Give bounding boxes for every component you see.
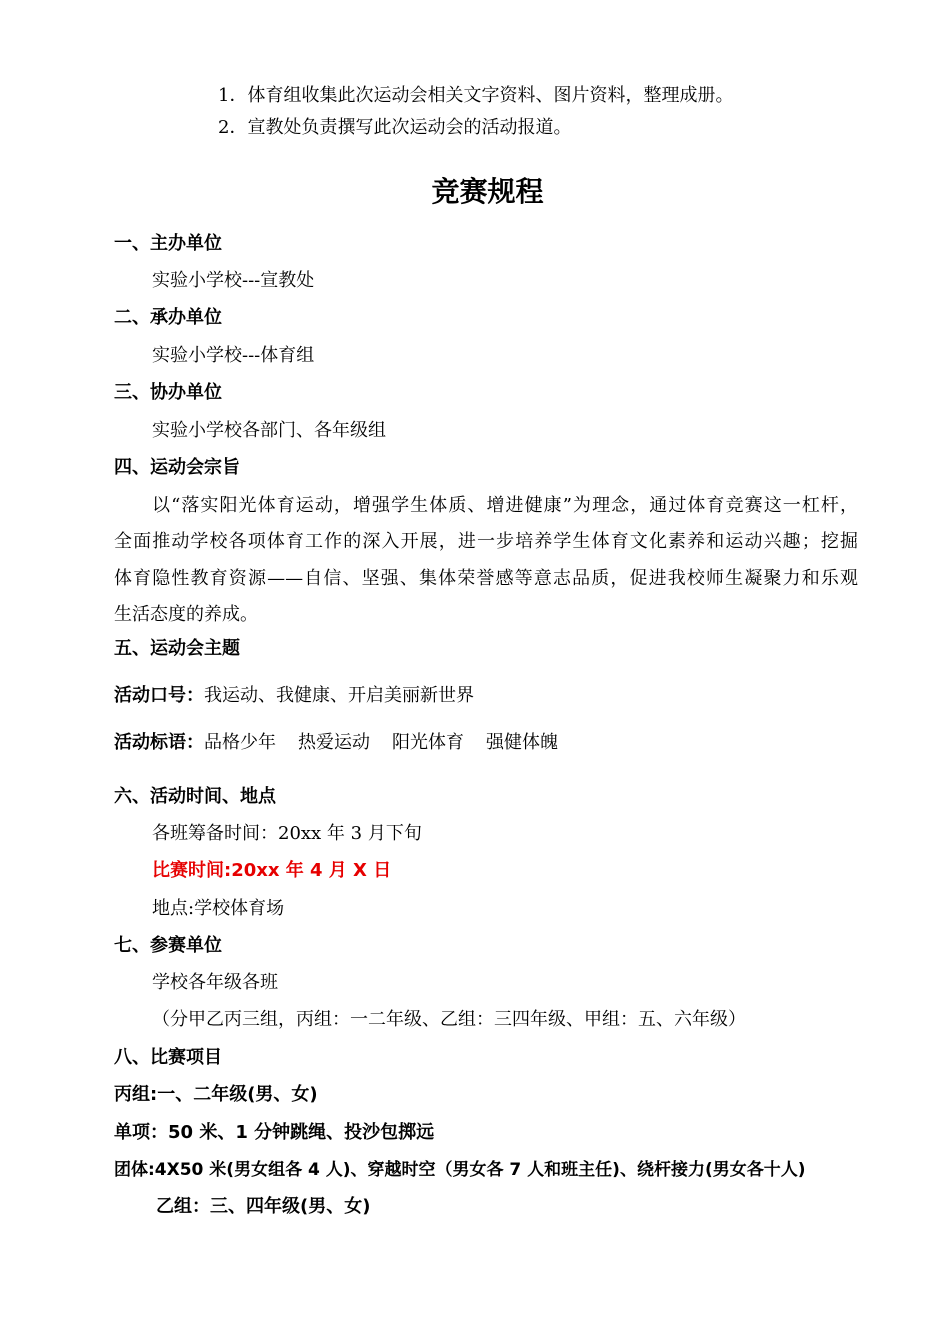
section-4-line-2: 全面推动学校各项体育工作的深入开展，进一步培养学生体育文化素养和运动兴趣；挖掘 xyxy=(114,531,858,552)
match-time: 比赛时间:20xx 年 4 月 X 日 xyxy=(152,860,392,881)
banner-item-1: 品格少年 xyxy=(204,732,276,753)
banner-item-3: 阳光体育 xyxy=(392,732,464,753)
section-8-heading: 八、比赛项目 xyxy=(114,1047,222,1068)
section-3-body: 实验小学校各部门、各年级组 xyxy=(152,420,386,441)
section-1-body: 实验小学校---宣教处 xyxy=(152,270,315,291)
team-events: 团体:4X50 米(男女组各 4 人)、穿越时空（男女各 7 人和班主任)、绕杆接力(男女各十人) xyxy=(114,1160,806,1180)
section-3-heading: 三、协办单位 xyxy=(114,382,222,403)
section-7-heading: 七、参赛单位 xyxy=(114,935,222,956)
section-2-body: 实验小学校---体育组 xyxy=(152,345,315,366)
group-b-heading: 乙组：三、四年级(男、女) xyxy=(156,1196,371,1217)
section-4-heading: 四、运动会宗旨 xyxy=(114,457,240,478)
section-7-note: （分甲乙丙三组，丙组：一二年级、乙组：三四年级、甲组：五、六年级） xyxy=(152,1009,746,1030)
banner-item-2: 热爱运动 xyxy=(298,732,370,753)
slogan-text: 我运动、我健康、开启美丽新世界 xyxy=(204,685,474,706)
section-1-heading: 一、主办单位 xyxy=(114,233,222,254)
slogan-row xyxy=(114,684,474,708)
section-6-heading: 六、活动时间、地点 xyxy=(114,786,276,807)
banner-item-4: 强健体魄 xyxy=(486,732,558,753)
banner-label: 活动标语： xyxy=(114,732,204,753)
venue: 地点:学校体育场 xyxy=(152,898,285,919)
single-events: 单项：50 米、1 分钟跳绳、投沙包掷远 xyxy=(114,1122,435,1143)
page-title: 竞赛规程 xyxy=(431,175,544,208)
intro-item-2: 2．宣教处负责撰写此次运动会的活动报道。 xyxy=(218,117,572,138)
section-2-heading: 二、承办单位 xyxy=(114,307,222,328)
section-4-line-3: 体育隐性教育资源——自信、坚强、集体荣誉感等意志品质，促进我校师生凝聚力和乐观 xyxy=(114,568,858,589)
section-7-body: 学校各年级各班 xyxy=(152,972,278,993)
intro-item-1: 1．体育组收集此次运动会相关文字资料、图片资料，整理成册。 xyxy=(218,85,734,106)
section-4-line-1: 以“落实阳光体育运动，增强学生体质、增进健康”为理念，通过体育竞赛这一杠杆， xyxy=(152,495,858,516)
group-c-heading: 丙组:一、二年级(男、女) xyxy=(114,1084,318,1105)
banner-row xyxy=(114,731,558,755)
section-5-heading: 五、运动会主题 xyxy=(114,638,240,659)
prep-time: 各班筹备时间：20xx 年 3 月下旬 xyxy=(152,823,422,844)
slogan-label: 活动口号： xyxy=(114,685,204,706)
section-4-line-4: 生活态度的养成。 xyxy=(114,604,258,625)
